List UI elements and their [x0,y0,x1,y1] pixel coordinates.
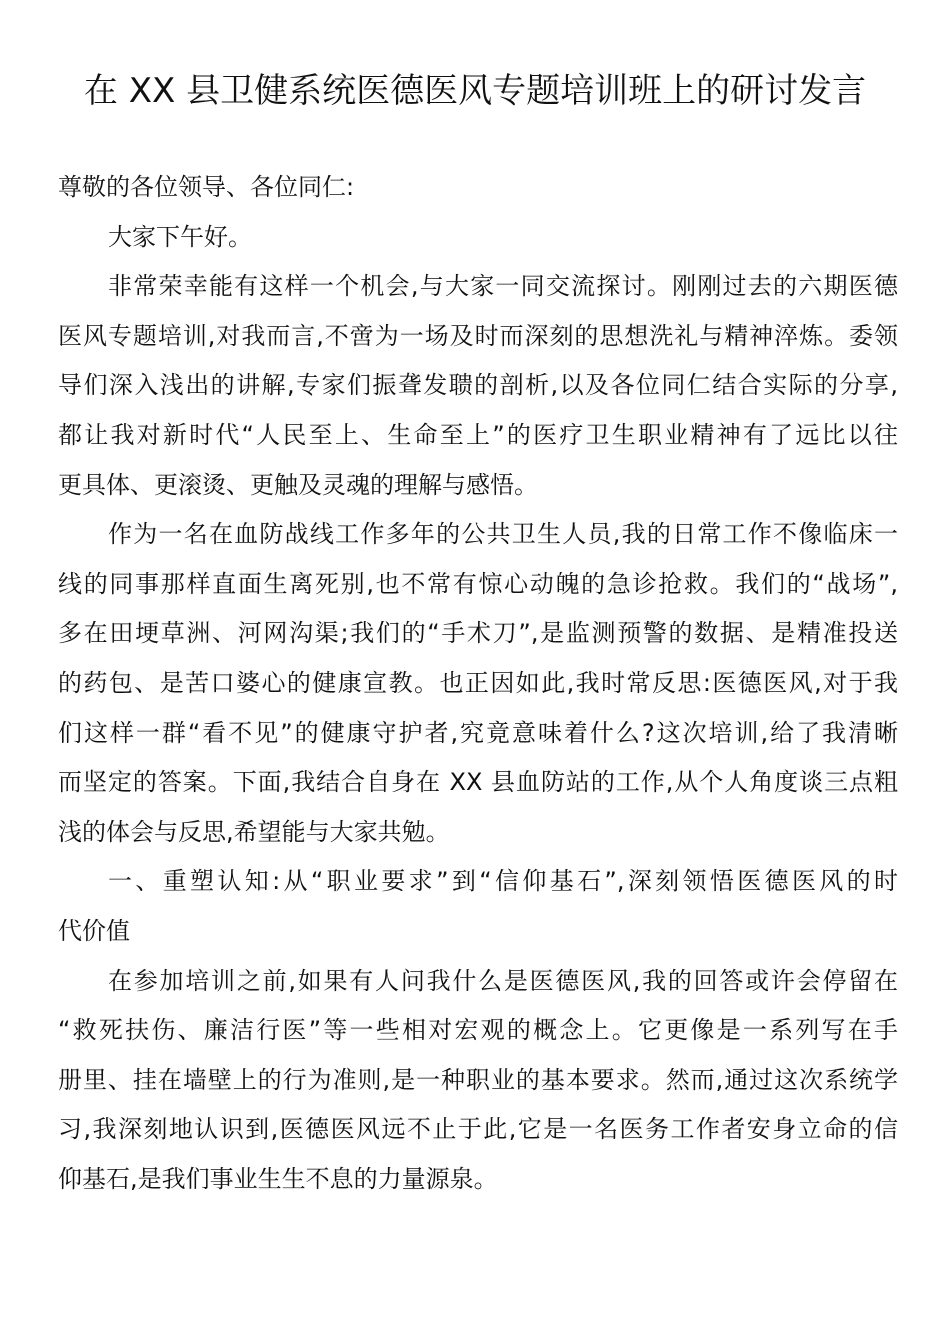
paragraph-line: 习,我深刻地认识到,医德医风远不止于此,它是一名医务工作者安身立命的信 [58,1115,898,1144]
paragraph-line: 医风专题培训,对我而言,不啻为一场及时而深刻的思想洗礼与精神淬炼。委领 [58,321,898,350]
paragraph-line: 在参加培训之前,如果有人问我什么是医德医风,我的回答或许会停留在 [108,966,898,995]
paragraph-line: 仰基石,是我们事业生生不息的力量源泉。 [58,1164,498,1193]
paragraph-line: 作为一名在血防战线工作多年的公共卫生人员,我的日常工作不像临床一 [108,520,898,549]
document-title: 在 XX 县卫健系统医德医风专题培训班上的研讨发言 [83,71,867,111]
salutation: 尊敬的各位领导、各位同仁: [58,173,355,201]
document-body [58,163,898,1204]
paragraph-line: 更具体、更滚烫、更触及灵魂的理解与感悟。 [58,470,538,499]
paragraph-line: 线的同事那样直面生离死别,也不常有惊心动魄的急诊抢救。我们的“战场”, [58,569,898,598]
greeting: 大家下午好。 [108,222,252,251]
paragraph-line: 而坚定的答案。下面,我结合自身在 XX 县血防站的工作,从个人角度谈三点粗 [58,768,898,797]
paragraph-line: 的药包、是苦口婆心的健康宣教。也正因如此,我时常反思:医德医风,对于我 [58,668,898,697]
paragraph-3 [58,957,898,1205]
paragraph-line: 都让我对新时代“人民至上、生命至上”的医疗卫生职业精神有了远比以往 [58,420,898,449]
paragraph-line: 们这样一群“看不见”的健康守护者,究竟意味着什么?这次培训,给了我清晰 [58,718,898,747]
paragraph-line: 导们深入浅出的讲解,专家们振聋发聩的剖析,以及各位同仁结合实际的分享, [58,371,898,400]
section-heading-1 [58,857,898,956]
paragraph-1 [58,262,898,510]
paragraph-line: 多在田埂草洲、河网沟渠;我们的“手术刀”,是监测预警的数据、是精准投送 [58,619,898,648]
paragraph-2 [58,510,898,857]
paragraph-line: 浅的体会与反思,希望能与大家共勉。 [58,817,450,846]
heading-line: 一、重塑认知:从“职业要求”到“信仰基石”,深刻领悟医德医风的时 [108,867,898,896]
paragraph-line: 册里、挂在墙壁上的行为准则,是一种职业的基本要求。然而,通过这次系统学 [58,1065,898,1094]
paragraph-line: 非常荣幸能有这样一个机会,与大家一同交流探讨。刚刚过去的六期医德 [108,272,898,301]
heading-line: 代价值 [58,916,130,945]
paragraph-line: “救死扶伤、廉洁行医”等一些相对宏观的概念上。它更像是一系列写在手 [58,1016,898,1045]
